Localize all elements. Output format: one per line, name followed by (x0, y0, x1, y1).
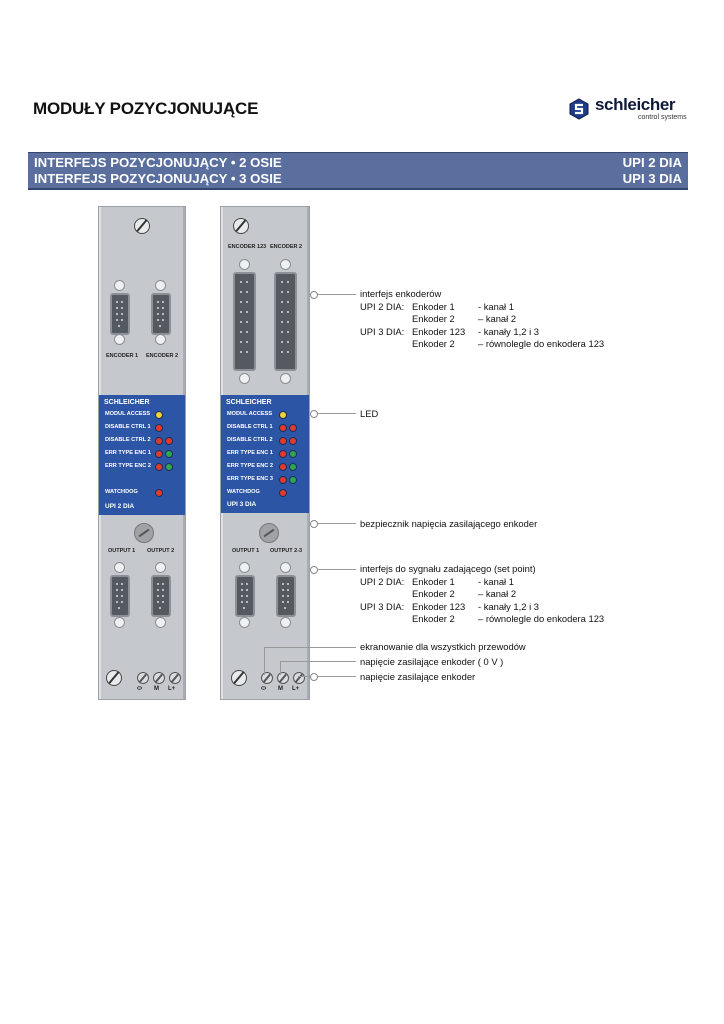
terminal-l-plus-label: L+ (292, 686, 300, 692)
knob-icon (155, 617, 166, 628)
schleicher-logo (569, 96, 689, 126)
page-title: MODUŁY POZYCJONUJĄCE (33, 99, 259, 118)
led-disable-ctrl-1 (155, 424, 163, 432)
output-1-connector (235, 575, 255, 617)
led-disable-ctrl-1 (279, 424, 287, 432)
knob-icon (239, 617, 250, 628)
knob-icon (239, 562, 250, 573)
module-name: UPI 2 DIA (105, 503, 135, 510)
label-disable-ctrl-2: DISABLE CTRL 2 (227, 437, 273, 443)
leader-dot (310, 673, 318, 681)
encoder-2-connector (151, 293, 171, 335)
encoder-2-connector (274, 272, 297, 371)
leader-line (313, 523, 356, 524)
knob-icon (155, 562, 166, 573)
knob-icon (280, 373, 291, 384)
led-modul-access (279, 411, 287, 419)
panel-brand: SCHLEICHER (226, 399, 272, 406)
terminal-m (277, 672, 289, 684)
annotation-shield: ekranowanie dla wszystkich przewodów (360, 641, 526, 652)
led-err-enc-1 (279, 450, 287, 458)
label-type-enc-1: ERR TYPE ENC 1 (105, 450, 152, 456)
knob-icon (280, 259, 291, 270)
model-upi-3-dia: UPI 3 DIA (622, 171, 682, 186)
encoder-2-label: ENCODER 2 (270, 244, 303, 250)
annotation-heading: interfejs enkoderów (360, 288, 442, 299)
knob-icon (280, 562, 291, 573)
hexagon-logo-icon (569, 98, 589, 120)
module-upi-3-dia (220, 206, 310, 700)
terminal-l-plus (293, 672, 305, 684)
output-2-connector (151, 575, 171, 617)
label-disable-ctrl-1: DISABLE CTRL 1 (227, 424, 273, 430)
annotation-heading: interfejs do sygnału zadającego (set point) (360, 563, 536, 574)
output-1-label: OUTPUT 1 (108, 548, 136, 554)
led-disable-ctrl-2 (279, 437, 287, 445)
terminal-l-plus (169, 672, 181, 684)
label-watchdog: WATCHDOG (105, 489, 138, 495)
knob-icon (280, 617, 291, 628)
encoder-1-label: ENCODER 1 (106, 353, 139, 359)
encoder-123-label: ENCODER 123 (228, 244, 267, 250)
section-header-row (34, 155, 682, 170)
annotation-line: Enkoder 2 – kanał 2 (412, 313, 517, 325)
section-header-band (28, 152, 688, 190)
led-modul-access (155, 411, 163, 419)
ground-symbol-icon: ⬭ (261, 686, 267, 692)
terminal-m (153, 672, 165, 684)
led-err-enc-2 (279, 463, 287, 471)
label-type-enc-3: ERR TYPE ENC 3 (227, 476, 274, 482)
knob-icon (114, 280, 125, 291)
leader-line (264, 647, 265, 675)
annotation-zero-volt: napięcie zasilające enkoder ( 0 V ) (360, 656, 504, 667)
ground-symbol-icon: ⬭ (137, 686, 143, 692)
leader-line (281, 661, 356, 662)
led-disable-ctrl-2b (289, 437, 297, 445)
screw-icon (233, 218, 249, 234)
knob-icon (114, 617, 125, 628)
terminal-m-label: M (154, 686, 159, 692)
leader-line (280, 661, 281, 675)
led-type-enc-1 (165, 450, 173, 458)
knob-icon (155, 334, 166, 345)
terminal-shield (261, 672, 273, 684)
leader-dot (310, 566, 318, 574)
terminal-m-label: M (278, 686, 283, 692)
leader-line (298, 676, 356, 677)
leader-line (313, 569, 356, 570)
leader-dot (310, 291, 318, 299)
model-upi-2-dia: UPI 2 DIA (622, 155, 682, 170)
annotation-led: LED (360, 408, 379, 419)
knob-icon (155, 280, 166, 291)
section-header-row (34, 171, 682, 186)
led-watchdog (279, 489, 287, 497)
led-type-enc-3 (289, 476, 297, 484)
annotation-line: UPI 3 DIA: Enkoder 123 - kanały 1,2 i 3 (360, 325, 539, 337)
annotation-line: Enkoder 2 – równolegle do enkodera 123 (412, 613, 605, 625)
knob-icon (114, 334, 125, 345)
label-watchdog: WATCHDOG (227, 489, 260, 495)
encoder-123-connector (233, 272, 256, 371)
leader-line (265, 647, 356, 648)
leader-dot (310, 410, 318, 418)
label-type-enc-2: ERR TYPE ENC 2 (227, 463, 274, 469)
annotation-line: UPI 2 DIA: Enkoder 1 - kanał 1 (360, 300, 514, 312)
panel-brand: SCHLEICHER (104, 399, 150, 406)
label-modul-access: MODUL ACCESS (105, 411, 151, 417)
screw-icon (231, 670, 247, 686)
annotation-fuse: bezpiecznik napięcia zasilającego enkoder (360, 518, 538, 529)
led-type-enc-1 (289, 450, 297, 458)
led-watchdog (155, 489, 163, 497)
annotation-encoder-interface (360, 288, 604, 351)
annotation-line: UPI 3 DIA: Enkoder 123 - kanały 1,2 i 3 (360, 600, 539, 612)
annotation-line: Enkoder 2 – równolegle do enkodera 123 (412, 338, 605, 350)
label-modul-access: MODUL ACCESS (227, 411, 273, 417)
output-1-connector (110, 575, 130, 617)
label-disable-ctrl-2: DISABLE CTRL 2 (105, 437, 151, 443)
output-2-3-label: OUTPUT 2-3 (270, 548, 303, 554)
annotation-line: UPI 2 DIA: Enkoder 1 - kanał 1 (360, 575, 514, 587)
annotation-line: Enkoder 2 – kanał 2 (412, 588, 517, 600)
logo-wordmark: schleicher (595, 95, 676, 114)
output-2-label: OUTPUT 2 (147, 548, 175, 554)
status-panel (221, 395, 309, 513)
status-panel (99, 395, 185, 515)
led-err-enc-1 (155, 450, 163, 458)
terminal-l-plus-label: L+ (168, 686, 176, 692)
section-title-2-axis: INTERFEJS POZYCJONUJĄCY • 2 OSIE (34, 155, 282, 170)
led-err-enc-3 (279, 476, 287, 484)
annotation-supply: napięcie zasilające enkoder (360, 671, 476, 682)
led-disable-ctrl-2b (165, 437, 173, 445)
leader-line (313, 294, 356, 295)
label-type-enc-1: ERR TYPE ENC 1 (227, 450, 274, 456)
led-disable-ctrl-3 (289, 424, 297, 432)
led-disable-ctrl-2 (155, 437, 163, 445)
label-disable-ctrl-1: DISABLE CTRL 1 (105, 424, 151, 430)
fuse-icon (134, 523, 154, 543)
section-title-3-axis: INTERFEJS POZYCJONUJĄCY • 3 OSIE (34, 171, 282, 186)
knob-icon (114, 562, 125, 573)
knob-icon (239, 373, 250, 384)
led-err-enc-2 (155, 463, 163, 471)
output-1-label: OUTPUT 1 (232, 548, 260, 554)
annotation-setpoint-interface (360, 563, 604, 626)
fuse-icon (259, 523, 279, 543)
module-name: UPI 3 DIA (227, 501, 257, 508)
knob-icon (239, 259, 250, 270)
encoder-1-connector (110, 293, 130, 335)
screw-icon (106, 670, 122, 686)
terminal-shield (137, 672, 149, 684)
label-type-enc-2: ERR TYPE ENC 2 (105, 463, 152, 469)
output-2-3-connector (276, 575, 296, 617)
screw-icon (134, 218, 150, 234)
encoder-2-label: ENCODER 2 (146, 353, 179, 359)
leader-line (313, 413, 356, 414)
led-type-enc-2 (165, 463, 173, 471)
logo-tagline: control systems (638, 114, 687, 121)
leader-dot (310, 520, 318, 528)
led-type-enc-2 (289, 463, 297, 471)
module-upi-2-dia (98, 206, 186, 700)
